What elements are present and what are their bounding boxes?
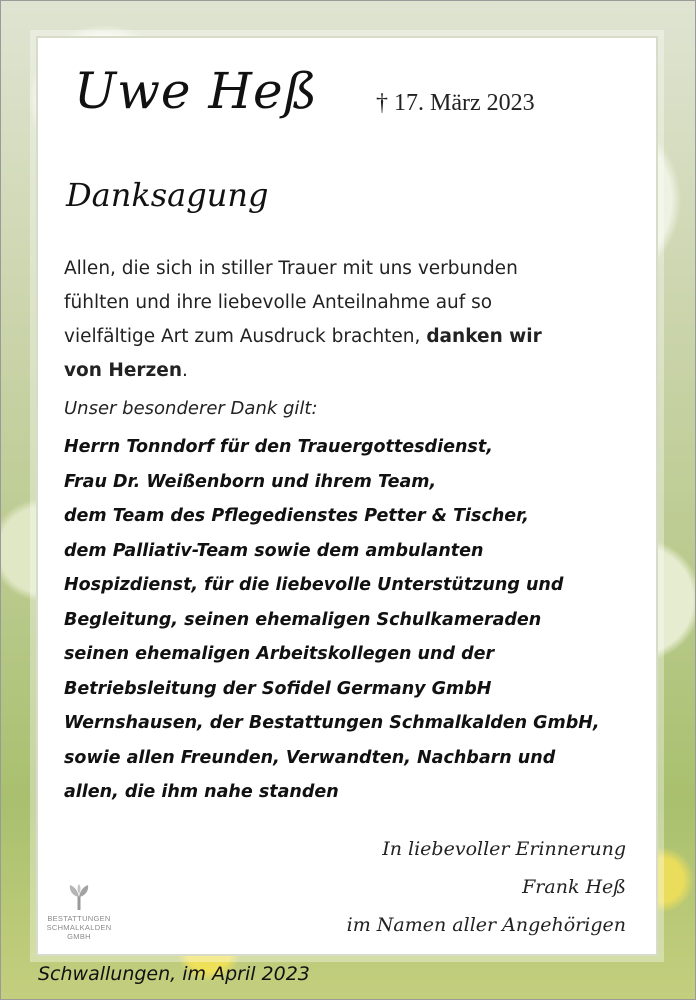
logo-line-3: GMBH [67,932,91,941]
logo-line-1: BESTATTUNGEN [47,914,111,923]
thanks-line: Herrn Tonndorf für den Trauergottesdienst, [64,437,493,457]
place-date: Schwallungen, im April 2023 [38,963,310,985]
funeral-home-logo [42,882,116,941]
intro-end: . [182,360,188,381]
thanks-line: seinen ehemaligen Arbeitskollegen und der [64,644,495,664]
thanks-line: Betriebsleitung der Sofidel Germany GmbH [64,678,492,699]
logo-line-2: SCHMALKALDEN [46,923,112,932]
intro-bold-text: danken wir von Herzen [64,326,542,381]
thanks-line: dem Team des Pflegedienstes Petter & Tischer, [64,506,529,526]
signoff [347,830,626,944]
signoff-line-1: In liebevoller Erinnerung [382,838,626,860]
signoff-name: Frank Heß [522,876,626,898]
intro-text: Allen, die sich in stiller Trauer mit uns verbunden fühlten und ihre liebevolle Anteilnahme auf so vielfältige Art zum Ausdruck brachten, [64,258,518,347]
thanks-line: sowie allen Freunden, Verwandten, Nachbarn und [64,747,556,768]
signoff-line-3: im Namen aller Angehörigen [346,914,626,936]
thanks-line: Wernshausen, der Bestattungen Schmalkalden GmbH, [64,713,600,733]
intro-paragraph [64,252,584,388]
thanks-lead: Unser besonderer Dank gilt: [64,398,318,419]
thanks-line: Frau Dr. Weißenborn und ihrem Team, [64,471,437,492]
death-date: † 17. März 2023 [376,90,535,116]
thanks-line: Hospizdienst, für die liebevolle Unterstützung und [64,575,564,595]
thanks-line: allen, die ihm nahe standen [64,782,339,802]
thanks-line: dem Palliativ-Team sowie dem ambulanten [64,540,484,561]
deceased-name: Uwe Heß [74,62,319,120]
thanks-line: Begleitung, seinen ehemaligen Schulkameraden [64,609,542,630]
thanks-list [64,430,634,810]
notice-heading: Danksagung [66,176,269,214]
tree-icon [64,882,94,912]
